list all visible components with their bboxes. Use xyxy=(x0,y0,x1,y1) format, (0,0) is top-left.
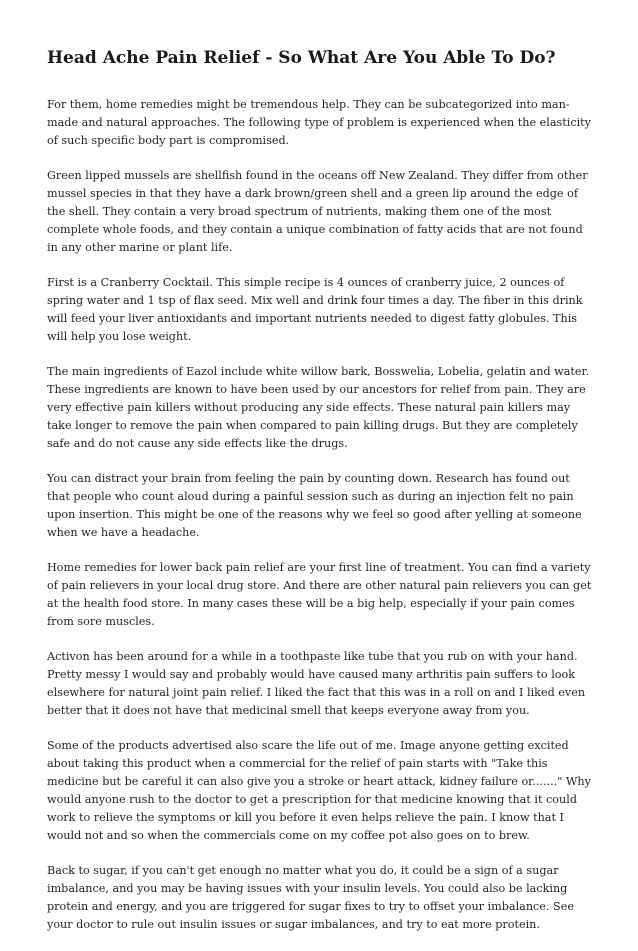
document-page xyxy=(47,46,596,951)
paragraph-eazol-ingredients: The main ingredients of Eazol include white willow bark, Bosswelia, Lobelia, gelatin and water. These ingredients are known to have been used by our ancestors for relief from pain. They are very effective pain killers without producing any side effects. These natural pain killers may take longer to remove the pain when compared to pain killing drugs. But they are completely safe and do not cause any side effects like the drugs. xyxy=(47,365,590,450)
paragraph-activon: Activon has been around for a while in a toothpaste like tube that you rub on with your hand. Pretty messy I would say and probably would have caused many arthritis pain suffers to look elsewhere for natural joint pain relief. I liked the fact that this was in a roll on and I liked even better that it does not have that medicinal smell that keeps everyone away from you. xyxy=(47,650,586,717)
document-title: Head Ache Pain Relief - So What Are You Able To Do? xyxy=(47,48,556,68)
paragraph-cranberry-cocktail: First is a Cranberry Cocktail. This simple recipe is 4 ounces of cranberry juice, 2 ounces of spring water and 1 tsp of flax seed. Mix well and drink four times a day. The fiber in this drink will feed your liver antioxidants and important nutrients needed to digest fatty globules. This will help you lose weight. xyxy=(47,276,583,343)
paragraph-green-lipped-mussels: Green lipped mussels are shellfish found in the oceans off New Zealand. They differ from other mussel species in that they have a dark brown/green shell and a green lip around the edge of the shell. They contain a very broad spectrum of nutrients, making them one of the most complete whole foods, and they contain a unique combination of fatty acids that are not found in any other marine or plant life. xyxy=(47,169,588,254)
paragraph-home-remedies: For them, home remedies might be tremendous help. They can be subcategorized into man-made and natural approaches. The following type of problem is experienced when the elasticity of such specific body part is compromised. xyxy=(47,98,592,147)
paragraph-sugar-imbalance: Back to sugar, if you can't get enough no matter what you do, it could be a sign of a sugar imbalance, and you may be having issues with your insulin levels. You could also be lacking protein and energy, and you are triggered for sugar fixes to try to offset your imbalance. See your doctor to rule out insulin issues or sugar imbalances, and try to eat more protein. xyxy=(47,864,574,931)
paragraph-advertised-products: Some of the products advertised also scare the life out of me. Image anyone getting excited about taking this product when a commercial for the relief of pain starts with "Take this medicine but be careful it can also give you a stroke or heart attack, kidney failure or......." Why would anyone rush to the doctor to get a prescription for that medicine knowing that it could work to relieve the symptoms or kill you before it even helps relieve the pain. I know that I would not and so when the commercials come on my coffee pot also goes on to brew. xyxy=(47,739,591,842)
paragraph-counting-down: You can distract your brain from feeling the pain by counting down. Research has found out that people who count aloud during a painful session such as during an injection felt no pain upon insertion. This might be one of the reasons why we feel so good after yelling at someone when we have a headache. xyxy=(47,472,582,539)
paragraph-lower-back-pain: Home remedies for lower back pain relief are your first line of treatment. You can find a variety of pain relievers in your local drug store. And there are other natural pain relievers you can get at the health food store. In many cases these will be a big help, especially if your pain comes from sore muscles. xyxy=(47,561,592,628)
